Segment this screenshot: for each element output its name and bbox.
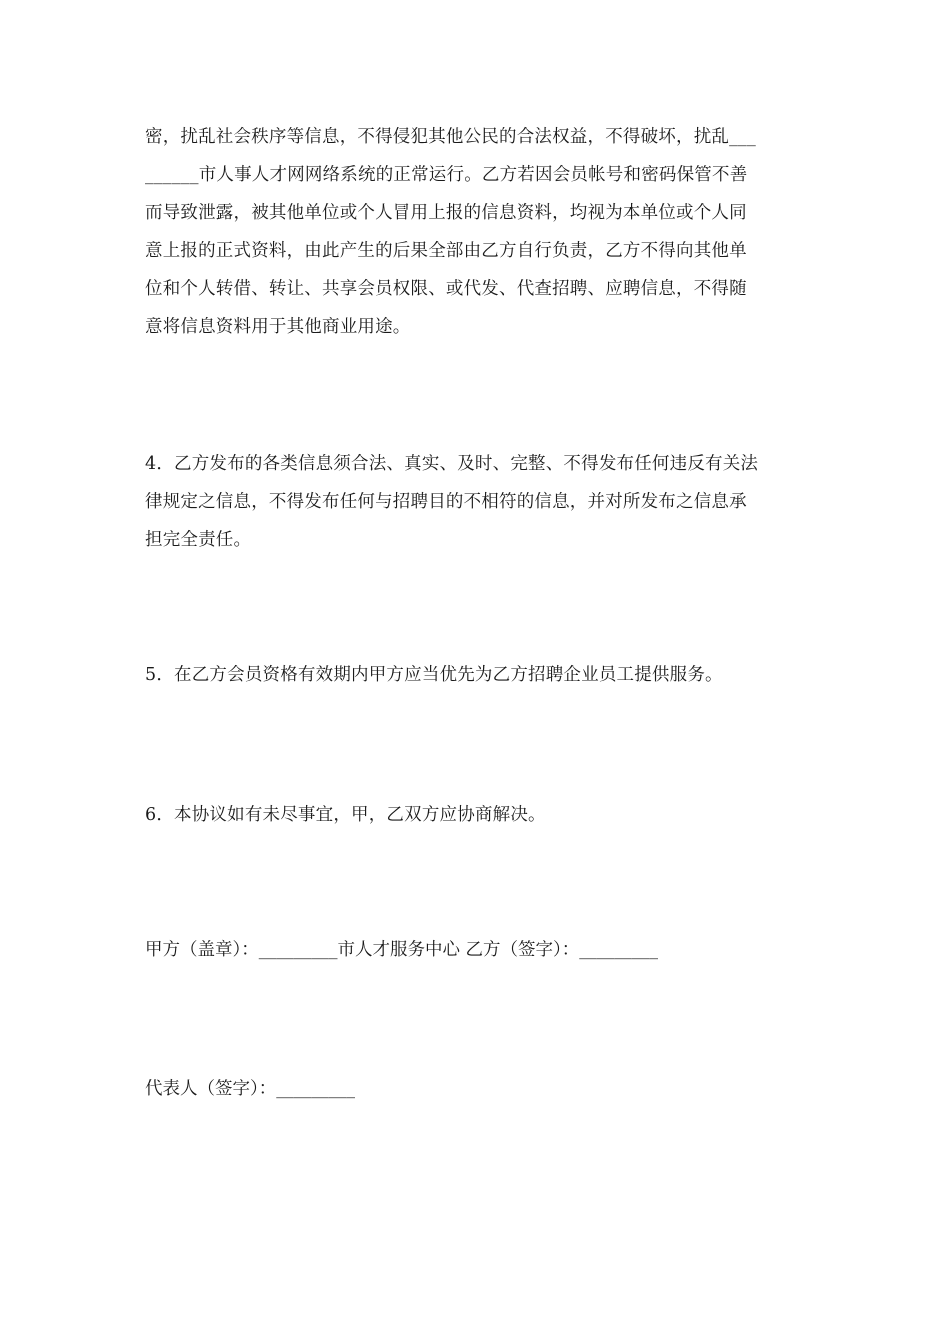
clause-4-line-1: 4．乙方发布的各类信息须合法、真实、及时、完整、不得发布任何违反有关法 — [145, 454, 759, 474]
clause-3-line-3: 而导致泄露，被其他单位或个人冒用上报的信息资料，均视为本单位或个人同 — [145, 203, 747, 223]
clause-5-text: 5．在乙方会员资格有效期内甲方应当优先为乙方招聘企业员工提供服务。 — [145, 665, 723, 685]
clause-3-line-4: 意上报的正式资料，由此产生的后果全部由乙方自行负责，乙方不得向其他单 — [145, 241, 747, 261]
clause-4-line-2: 律规定之信息，不得发布任何与招聘目的不相符的信息，并对所发布之信息承 — [145, 492, 747, 512]
clause-3-continuation — [145, 118, 810, 346]
clause-4 — [145, 445, 810, 559]
clause-3-line-1: 密，扰乱社会秩序等信息，不得侵犯其他公民的合法权益，不得破坏，扰乱___ — [145, 127, 756, 147]
clause-4-line-3: 担完全责任。 — [145, 530, 252, 550]
clause-3-line-6: 意将信息资料用于其他商业用途。 — [145, 317, 411, 337]
party-signature-line: 甲方（盖章）：_________市人才服务中心 乙方（签字）：_________ — [145, 940, 659, 960]
clause-3-line-5: 位和个人转借、转让、共享会员权限、或代发、代查招聘、应聘信息，不得随 — [145, 279, 747, 299]
clause-5 — [145, 656, 810, 694]
clause-6-text: 6．本协议如有未尽事宜，甲，乙双方应协商解决。 — [145, 805, 546, 825]
representative-signature-line: 代表人（签字）：_________ — [145, 1079, 355, 1099]
clause-6 — [145, 796, 810, 834]
clause-3-line-2: ______市人事人才网网络系统的正常运行。乙方若因会员帐号和密码保管不善 — [145, 165, 748, 185]
